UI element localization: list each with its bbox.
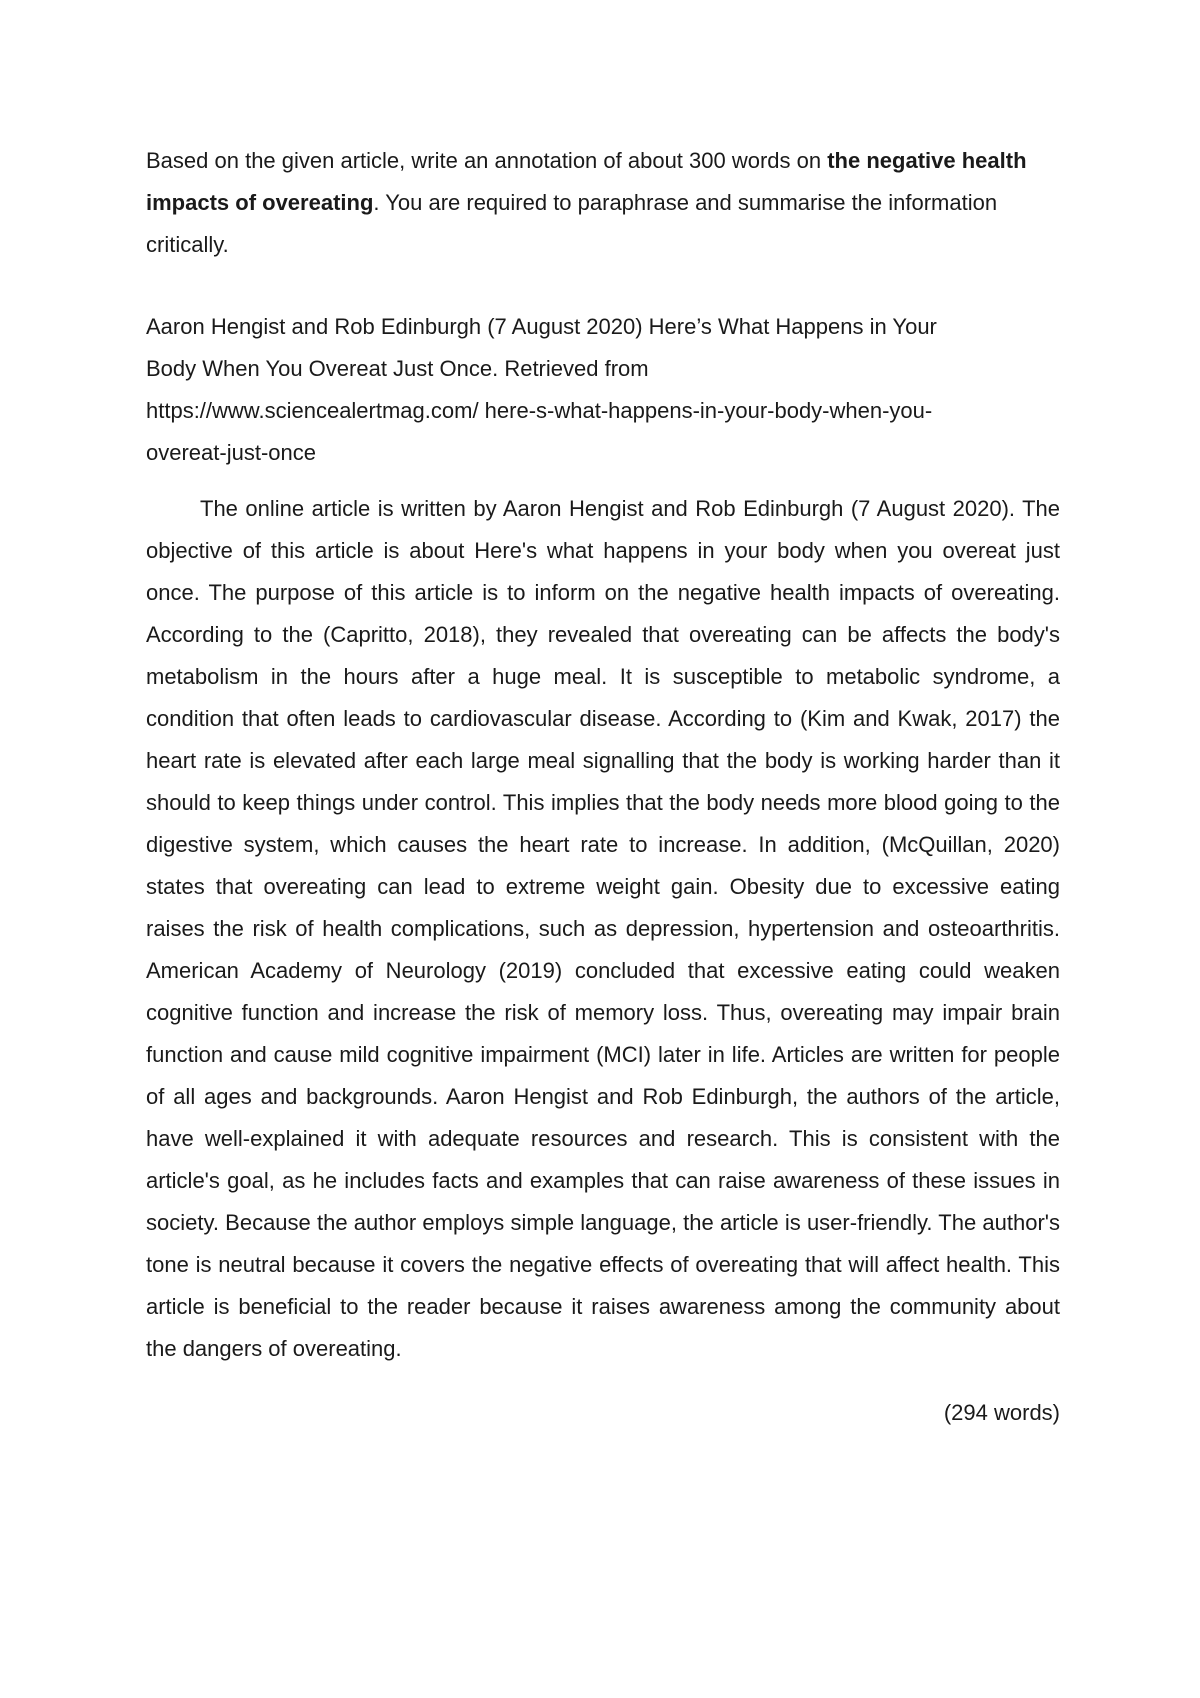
word-count: (294 words) bbox=[943, 1400, 1060, 1425]
annotation-paragraph: The online article is written by Aaron Hengist and Rob Edinburgh (7 August 2020). The objective of this article is about Here's what happens in your body when you overeat just once. The purpose of this article is to inform on the negative health impacts of overeating. According to the (Capritto, 2018), they revealed that overeating can be affects the body's metabolism in the hours after a huge meal. It is susceptible to metabolic syndrome, a condition that often leads to cardiovascular disease. According to (Kim and Kwak, 2017) the heart rate is elevated after each large meal signalling that the body is working harder than it should to keep things under control. This implies that the body needs more blood going to the digestive system, which causes the heart rate to increase. In addition, (McQuillan, 2020) states that overeating can lead to extreme weight gain. Obesity due to excessive eating raises the risk of health complications, such as depression, hypertension and osteoarthritis. American Academy of Neurology (2019) concluded that excessive eating could weaken cognitive function and increase the risk of memory loss. Thus, overeating may impair brain function and cause mild cognitive impairment (MCI) later in life. Articles are written for people of all ages and backgrounds. Aaron Hengist and Rob Edinburgh, the authors of the article, have well-explained it with adequate resources and research. This is consistent with the article's goal, as he includes facts and examples that can raise awareness of these issues in society. Because the author employs simple language, the article is user-friendly. The author's tone is neutral because it covers the negative effects of overeating that will affect health. This article is beneficial to the reader because it raises awareness among the community about the dangers of overeating. bbox=[146, 496, 1060, 1361]
assignment-prompt bbox=[146, 140, 1060, 266]
reference-url-line: https://www.sciencealertmag.com/ here-s-what-happens-in-your-body-when-you- bbox=[146, 398, 933, 423]
prompt-text-start: Based on the given article, write an annotation of about 300 words on bbox=[146, 148, 828, 173]
article-reference bbox=[146, 306, 1060, 474]
reference-url-line-end: overeat-just-once bbox=[146, 440, 316, 465]
prompt-text-end: . You are required to paraphrase and summarise the information critically. bbox=[146, 190, 998, 257]
reference-line-1: Aaron Hengist and Rob Edinburgh (7 August 2020) Here’s What Happens in Your bbox=[146, 314, 937, 339]
document-page bbox=[146, 140, 1060, 1434]
reference-line-2: Body When You Overeat Just Once. Retrieved from bbox=[146, 356, 649, 381]
prompt-topic-bold: the negative health impacts of overeating bbox=[146, 148, 1027, 215]
